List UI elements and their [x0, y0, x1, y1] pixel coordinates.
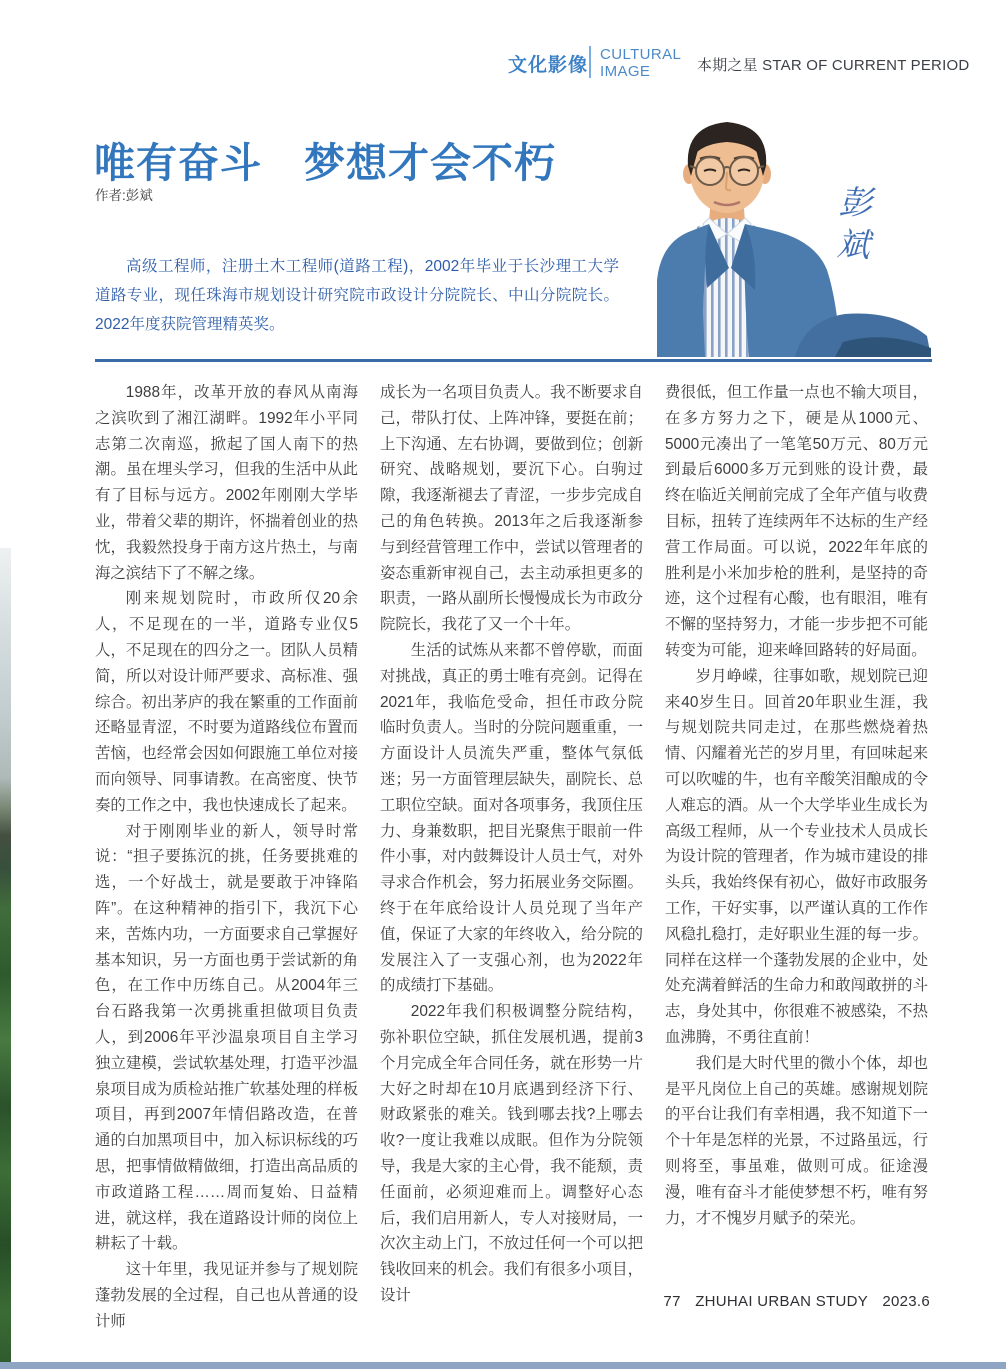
section-title-cn: 文化影像	[508, 55, 589, 76]
section-title-en-line2: IMAGE	[600, 63, 651, 80]
column-3	[665, 380, 928, 1334]
body-paragraph: 对于刚刚毕业的新人，领导时常说：“担子要拣沉的挑，任务要挑难的选，一个好战士，就是要敢于冲锋陷阵”。在这种精神的指引下，我沉下心来，苦炼内功，一方面要求自己掌握好基本知识，另一方面也勇于尝试新的角色，在工作中历练自己。从2004年三台石路我第一次勇挑重担做项目负责人，到2006年平沙温泉项目自主学习独立建模，尝试软基处理，打造平沙温泉项目成为质检站推广软基处理的样板项目，再到2007年情侣路改造，在普通的白加黑项目中，加入标识标线的巧思，把事情做精做细，打造出高品质的市政道路工程……周而复始、日益精进，就这样，我在道路设计师的岗位上耕耘了十载。	[95, 822, 358, 1253]
body-paragraph: 我们是大时代里的微小个体，却也是平凡岗位上自己的英雄。感谢规划院的平台让我们有幸相遇，我不知道下一个十年是怎样的光景，不过路虽远，行则将至，事虽难，做则可成。征途漫漫，唯有奋斗才能使梦想不朽，唯有努力，才不愧岁月赋予的荣光。	[665, 1054, 928, 1227]
footer-page-info	[663, 1293, 930, 1310]
header-rule	[95, 359, 932, 362]
article-columns	[95, 380, 928, 1334]
signature-calligraphy: 彭斌	[835, 182, 874, 265]
body-paragraph: 费很低，但工作量一点也不输大项目，在多方努力之下，硬是从1000元、5000元凑出了一笔笔50万元、80万元到最后6000多万元到账的设计费，最终在临近关闸前完成了全年产值与收费目标，扭转了连续两年不达标的生产经营工作局面。可以说，2022年年底的胜利是小米加步枪的胜利，是坚持的奇迹，这个过程有心酸，也有眼泪，唯有不懈的坚持努力，才能一步步把不可能转变为可能，迎来峰回路转的好局面。	[665, 384, 928, 659]
header-divider	[589, 46, 591, 78]
feature-label: 本期之星 STAR OF CURRENT PERIOD	[697, 57, 970, 74]
body-paragraph: 刚来规划院时，市政所仅20余人，不足现在的一半，道路专业仅5人，不足现在的四分之一。团队人员精简，所以对设计师严要求、高标准、强综合。初出茅庐的我在繁重的工作面前还略显青涩，不时要为道路线位布置而苦恼，也经常会因如何跟施工单位对接而向领导、同事请教。在高密度、快节奏的工作之中，我也快速成长了起来。	[95, 590, 358, 814]
column-2	[380, 380, 643, 1334]
body-paragraph: 2022年我们积极调整分院结构，弥补职位空缺，抓住发展机遇，提前3个月完成全年合同任务，就在形势一片大好之时却在10月底遇到经济下行、财政紧张的难关。钱到哪去找?上哪去收?一度让我难以成眠。但作为分院领导，我是大家的主心骨，我不能颓，责任面前，必须迎难而上。调整好心态后，我们启用新人，专人对接财局，一次次主动上门，不放过任何一个可以把钱收回来的机会。我们有很多小项目，设计	[380, 1003, 643, 1304]
body-paragraph: 这十年里，我见证并参与了规划院蓬勃发展的全过程，自己也从普通的设计师	[95, 1261, 358, 1330]
journal-name: ZHUHAI URBAN STUDY	[695, 1293, 868, 1310]
section-title-en-line1: CULTURAL	[600, 46, 682, 63]
issue-number: 2023.6	[882, 1293, 930, 1310]
column-1	[95, 380, 358, 1334]
author-line: 作者:彭斌	[95, 188, 153, 203]
article-title: 唯有奋斗 梦想才会不朽	[94, 140, 556, 186]
body-paragraph: 1988年，改革开放的春风从南海之滨吹到了湘江湖畔。1992年小平同志第二次南巡，掀起了国人南下的热潮。虽在埋头学习，但我的生活中从此有了目标与远方。2002年刚刚大学毕业，带着父辈的期许，怀揣着创业的热忱，我毅然投身于南方这片热土，与南海之滨结下了不解之缘。	[95, 384, 358, 582]
bio-paragraph: 高级工程师，注册土木工程师(道路工程)，2002年毕业于长沙理工大学道路专业，现任珠海市规划设计研究院市政设计分院院长、中山分院院长。2022年度获院管理精英奖。	[95, 258, 619, 333]
body-paragraph: 成长为一名项目负责人。我不断要求自己，带队打仗、上阵冲锋，要挺在前；上下沟通、左右协调，要做到位；创新研究、战略规划，要沉下心。白驹过隙，我逐渐褪去了青涩，一步步完成自己的角色转换。2013年之后我逐渐参与到经营管理工作中，尝试以管理者的姿态重新审视自己，去主动承担更多的职责，一路从副所长慢慢成长为市政分院院长，我花了又一个十年。	[380, 384, 643, 634]
section-title-en	[600, 46, 681, 80]
bottom-rule	[0, 1362, 1006, 1369]
page-number: 77	[663, 1293, 681, 1310]
body-paragraph: 岁月峥嵘，往事如歌，规划院已迎来40岁生日。回首20年职业生涯，我与规划院共同走过，在那些燃烧着热情、闪耀着光芒的岁月里，有回味起来可以吹嘘的牛，也有辛酸笑泪酿成的令人难忘的酒。从一个大学毕业生成长为高级工程师，从一个专业技术人员成长为设计院的管理者，作为城市建设的排头兵，我始终保有初心，做好市政服务工作，干好实事，以严谨认真的工作作风稳扎稳打，走好职业生涯的每一步。同样在这样一个蓬勃发展的企业中，处处充满着鲜活的生命力和敢闯敢拼的斗志，身处其中，你很难不被感染，不热血沸腾，不勇往直前！	[665, 667, 928, 1046]
portrait-photo	[655, 110, 935, 357]
body-paragraph: 生活的试炼从来都不曾停歇，而面对挑战，真正的勇士唯有亮剑。记得在2021年，我临危受命，担任市政分院临时负责人。当时的分院问题重重，一方面设计人员流失严重，整体气氛低迷；另一方面管理层缺失，副院长、总工职位空缺。面对各项事务，我顶住压力、身兼数职，把目光聚焦于眼前一件件小事，对内鼓舞设计人员士气，对外寻求合作机会，努力拓展业务交际圈。终于在年底给设计人员兑现了当年产值，保证了大家的年终收入，给分院的发展注入了一支强心剂，也为2022年的成绩打下基础。	[380, 641, 643, 995]
left-edge-photo-strip	[0, 548, 11, 1369]
